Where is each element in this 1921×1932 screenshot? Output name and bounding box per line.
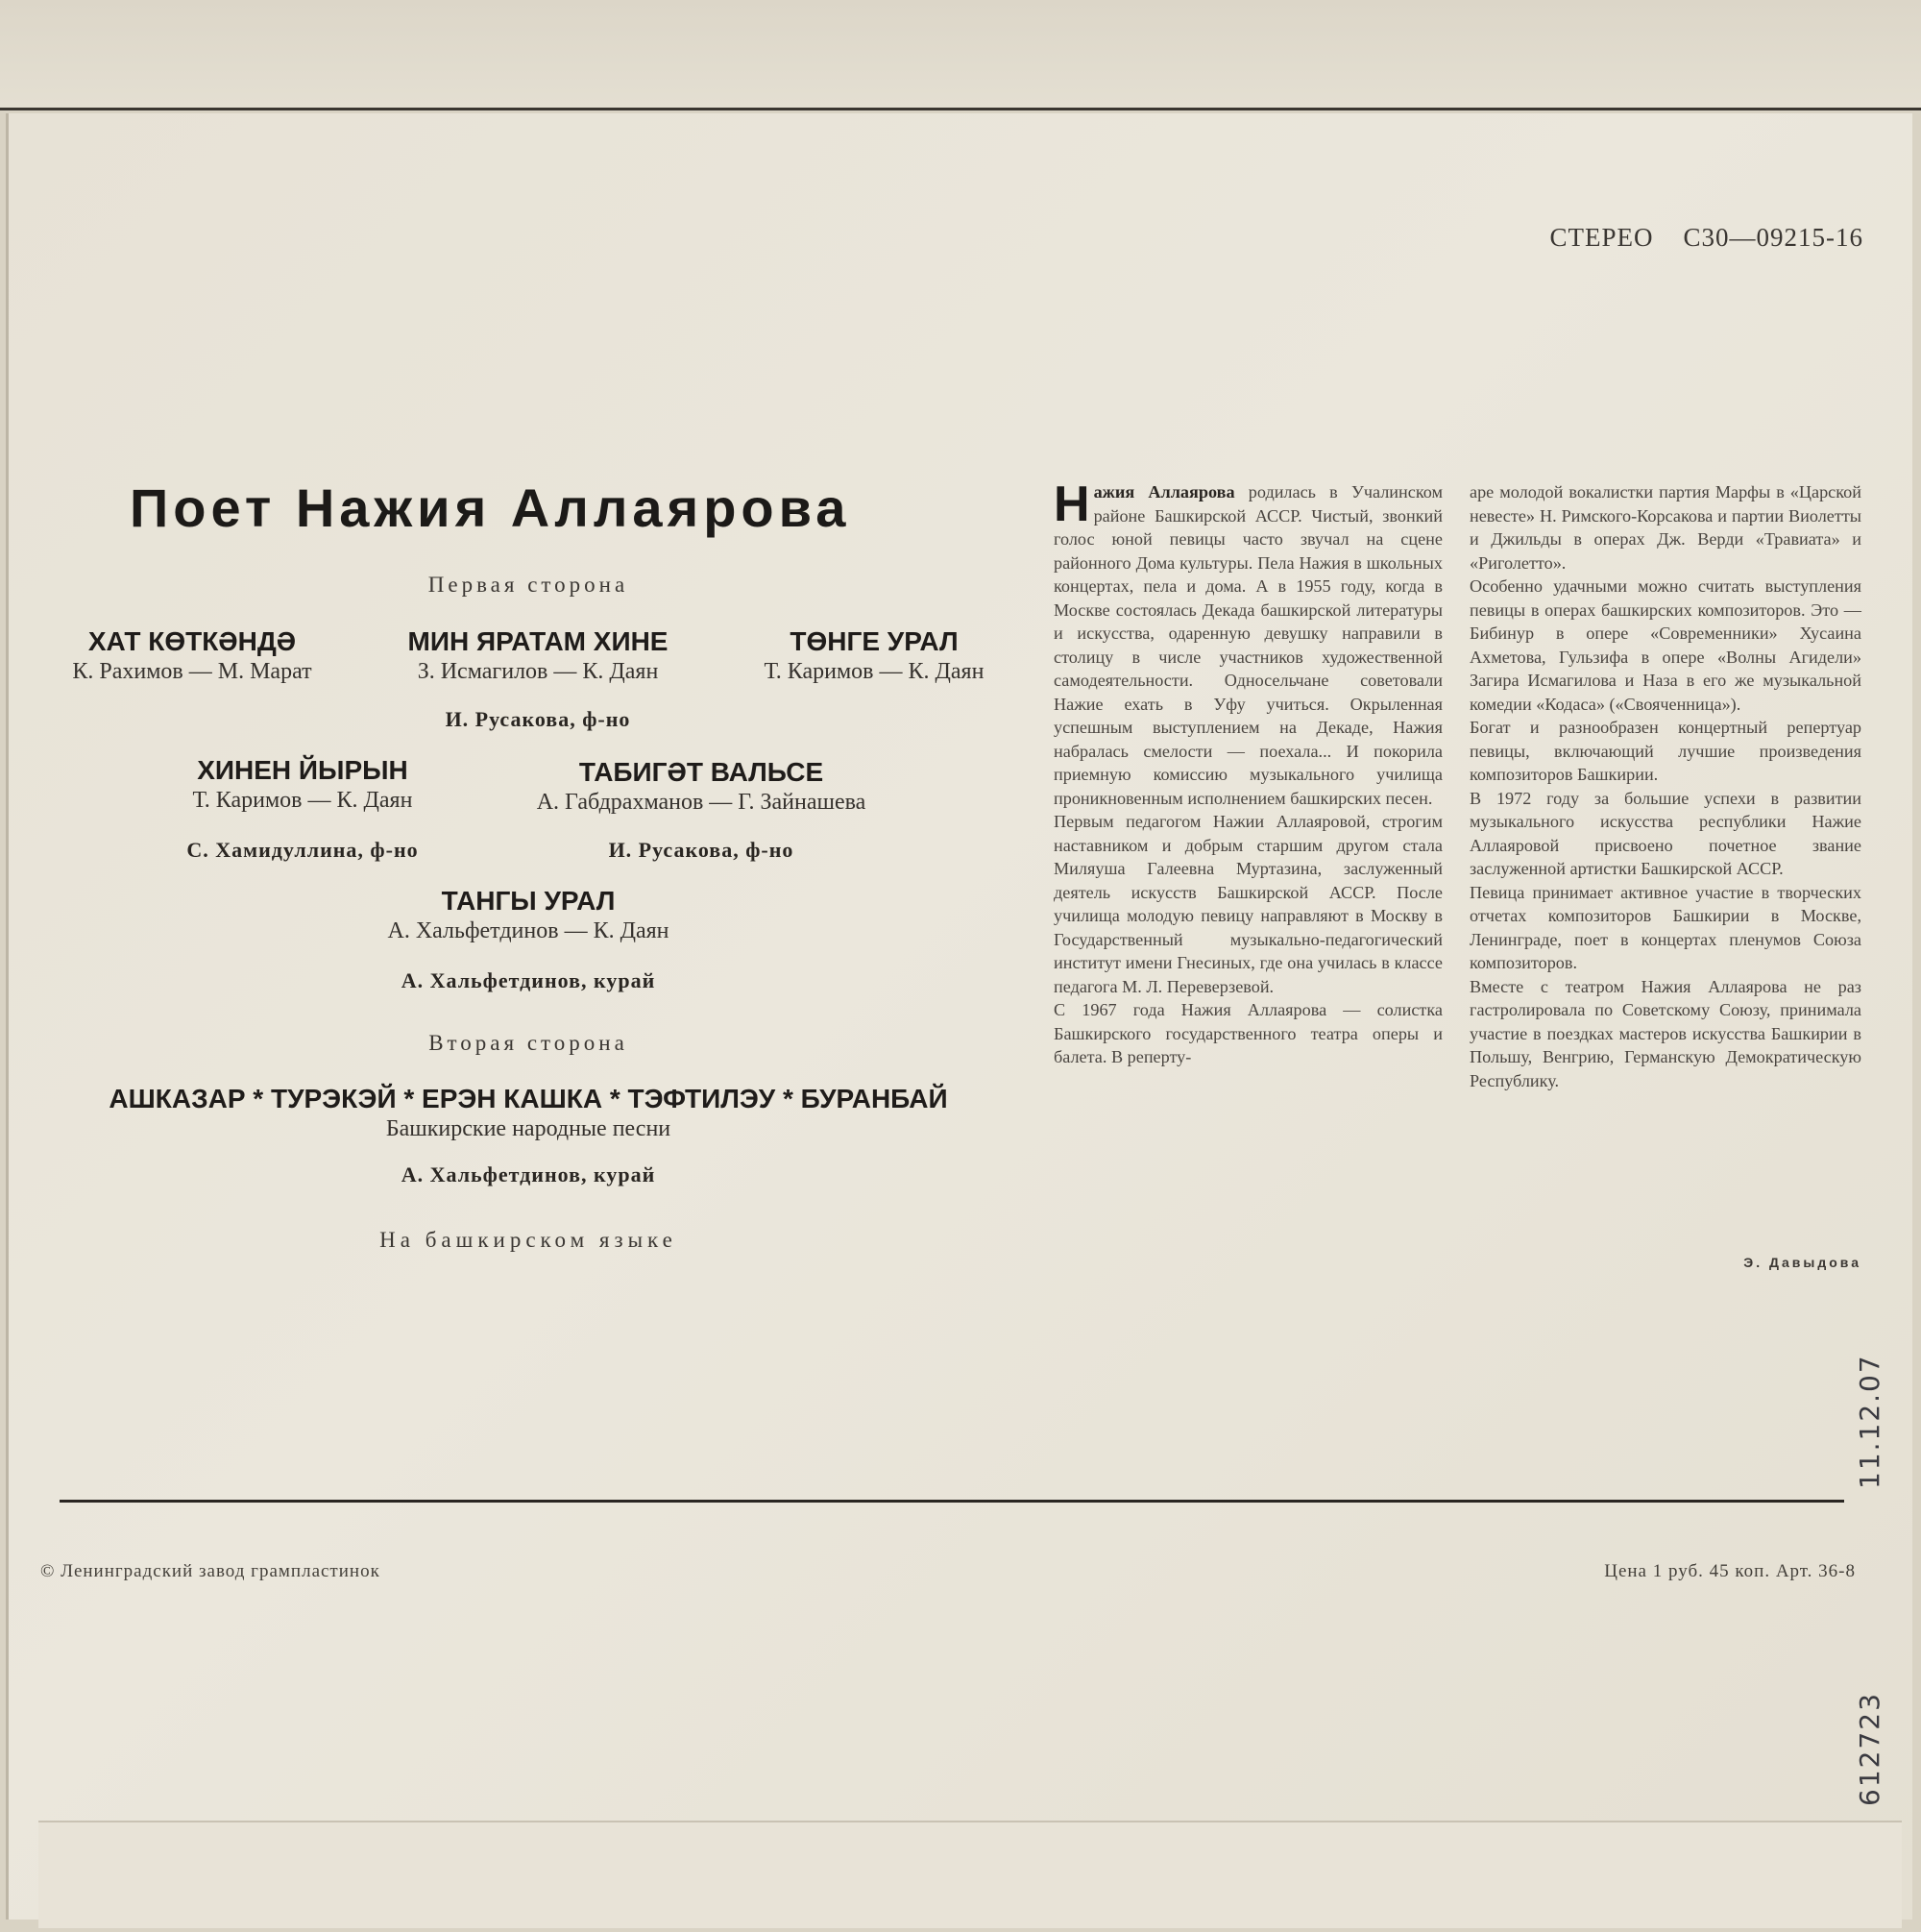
bio-paragraph: Первым педагогом Нажии Аллаяровой, строгим наставником и добрым старшим другом стала Миляуша Галеевна Муртазина, заслуженный деятель искусств Башкирской АССР. После училища молодую певицу направляют в Москву в Государственный музыкально-педагогический институт имени Гнесиных, где она училась в классе педагога М. Л. Переверзевой. <box>1054 812 1443 996</box>
drop-cap: Н <box>1054 477 1090 532</box>
bio-lead-name: ажия Аллаярова <box>1093 482 1235 501</box>
bio-paragraph: В 1972 году за большие успехи в развитии музыкального искусства республики Нажие Аллаяровой присвоено почетное звание заслуженной артистки Башкирской АССР. <box>1470 788 1861 878</box>
side-a-label: Первая сторона <box>427 573 629 597</box>
bio-paragraph: Богат и разнообразен концертный репертуар певицы, включающий лучшие произведения композиторов Башкирии. <box>1470 718 1861 784</box>
side-b-label: Вторая сторона <box>428 1031 628 1055</box>
performer: А. Хальфетдинов, курай <box>401 1162 656 1186</box>
performer: И. Русакова, ф-но <box>608 838 794 862</box>
song-authors: К. Рахимов — М. Марат <box>72 659 312 684</box>
bio-signature: Э. Давыдова <box>1743 1255 1861 1270</box>
bio-text: родилась в Учалинском районе Башкирской АССР. Чистый, звонкий голос юной певицы часто звучал на сцене районного Дома культуры. Пела Нажия в школьных концертах, пела и дома. А в 1955 году, когда в Москве состоялась Декада башкирской литературы и искусства, одаренную девушку направили в столицу в числе участников художественной самодеятельности. Односельчане советовали Нажие ехать в Уфу учиться. Окрыленная успешным выступлением на Декаде, Нажия набралась смелости — поехала... И покорила приемную комиссию музыкального училища проникновенным исполнением башкирских песен. <box>1054 482 1444 808</box>
song-title: ХИНЕН ЙЫРЫН <box>197 755 408 785</box>
song-authors: З. Исмагилов — К. Даян <box>417 659 659 684</box>
stereo-label: СТЕРЕО <box>1549 223 1654 252</box>
performer: И. Русакова, ф-но <box>445 707 631 731</box>
sleeve-bottom-edge <box>38 1821 1902 1928</box>
handwritten-number: 612723 <box>1854 1692 1885 1806</box>
bio-paragraph: Особенно удачными можно считать выступления певицы в операх башкирских композиторов. Это — Бибинур в опере «Современники» Хусаина Ахметова, Гульзифа в опере «Волны Агидели» Загира Исмагилова и Наза в его же музыкальной комедии «Кодаса» («Свояченница»). <box>1470 576 1861 714</box>
song-authors: Т. Каримов — К. Даян <box>192 788 413 813</box>
performer: С. Хамидуллина, ф-но <box>186 838 419 862</box>
bio-paragraph: аре молодой вокалистки партия Марфы в «Царской невесте» Н. Римского-Корсакова и партии Виолетты и Джильды в операх Дж. Верди «Травиата» и «Риголетто». <box>1470 482 1861 573</box>
side-b-subtitle: Башкирские народные песни <box>385 1116 671 1141</box>
bio-paragraph: Вместе с театром Нажия Аллаярова не раз гастролировала по Советскому Союзу, принимала участие в поездках мастеров искусства Башкирии в Польшу, Венгрию, Германскую Демократическую Республику. <box>1470 976 1861 1090</box>
catalog-line <box>1441 223 1863 253</box>
bio-paragraph: С 1967 года Нажия Аллаярова — солистка Башкирского государственного театра оперы и балета. В реперту- <box>1054 1000 1443 1066</box>
publisher-credit: © Ленинградский завод грампластинок <box>40 1561 380 1581</box>
song-title: ТӨНГЕ УРАЛ <box>790 626 959 656</box>
footer-divider <box>60 1500 1844 1503</box>
album-title: Поет Нажия Аллаярова <box>130 477 851 538</box>
song-title: МИН ЯРАТАМ ХИНЕ <box>407 626 669 656</box>
song-authors: А. Хальфетдинов — К. Даян <box>387 918 669 943</box>
song-title: ХАТ КӨТКӘНДӘ <box>87 626 297 656</box>
language-note: На башкирском языке <box>379 1228 677 1252</box>
sleeve-top-flap <box>0 0 1921 110</box>
side-b-songs: АШКАЗАР * ТУРЭКЭЙ * ЕРЭН КАШКА * ТЭФТИЛЭУ * БУРАНБАЙ <box>109 1084 948 1113</box>
handwritten-date: 11.12.07 <box>1854 1354 1885 1489</box>
song-authors: А. Габдрахманов — Г. Зайнашева <box>536 790 866 815</box>
catalog-number: С30—09215-16 <box>1683 223 1863 252</box>
song-title: ТАНГЫ УРАЛ <box>441 886 616 916</box>
performer: А. Хальфетдинов, курай <box>401 968 656 992</box>
bio-column-2 <box>1470 480 1861 1092</box>
price-article: Цена 1 руб. 45 коп. Арт. 36-8 <box>1604 1561 1856 1581</box>
song-title: ТАБИГӘТ ВАЛЬСЕ <box>578 757 824 787</box>
song-authors: Т. Каримов — К. Даян <box>764 659 985 684</box>
bio-paragraph <box>1054 477 1444 810</box>
bio-paragraph: Певица принимает активное участие в творческих отчетах композиторов Башкирии в Москве, Ленинграде, поет в концертах пленумов Союза композиторов. <box>1470 882 1861 972</box>
bio-column-1 <box>1054 477 1444 1069</box>
